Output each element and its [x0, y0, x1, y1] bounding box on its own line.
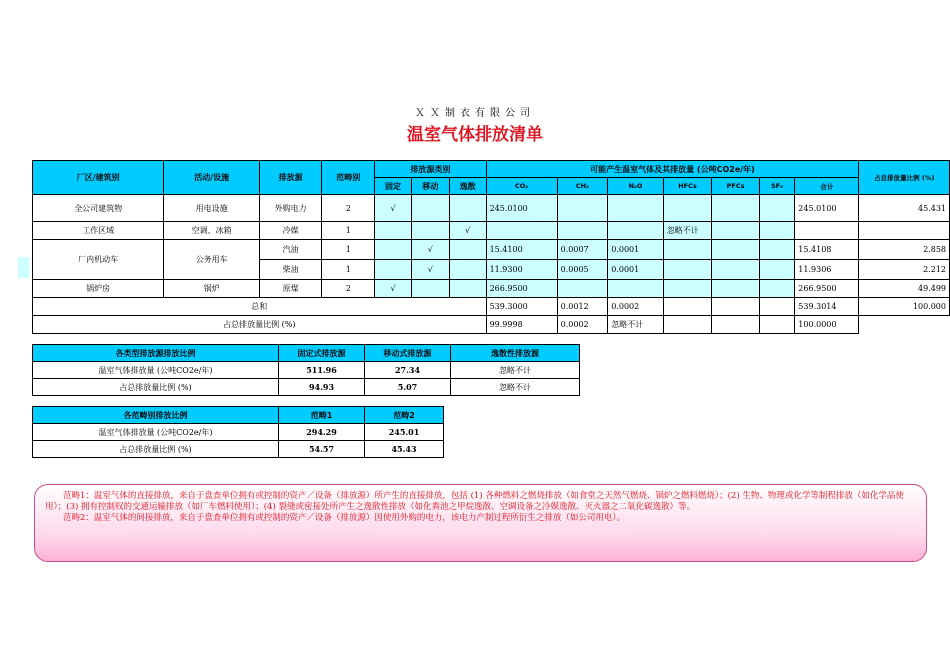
type-header-mobile: 移动式排放源 [365, 345, 451, 362]
share-sf6 [759, 316, 794, 334]
scope-row-label: 温室气体排放量 (公吨CO2e/年) [33, 424, 279, 441]
cell-n2o [608, 222, 663, 240]
scope-row-s2: 245.01 [365, 424, 444, 441]
table-row [33, 362, 580, 379]
scope-row-s2: 45.43 [365, 441, 444, 458]
cell-hfcs [663, 280, 712, 298]
cell-fugitive: √ [449, 222, 486, 240]
table-row [33, 240, 950, 260]
cell-hfcs [663, 195, 712, 222]
cell-n2o [608, 280, 663, 298]
cell-pfcs [712, 195, 760, 222]
type-row-fugitive: 忽略不计 [451, 362, 580, 379]
cell-ratio: 49.499 [859, 280, 950, 298]
type-row-fugitive: 忽略不计 [451, 379, 580, 396]
cell-fugitive [449, 240, 486, 260]
cell-ch4: 0.0005 [557, 260, 608, 280]
sum-sf6 [759, 298, 794, 316]
row-marker [18, 257, 29, 278]
sum-row [33, 298, 950, 316]
type-row-fixed: 511.96 [279, 362, 365, 379]
header-n2o: N₂O [608, 178, 663, 195]
cell-sf6 [759, 280, 794, 298]
table-row [33, 280, 950, 298]
cell-scope: 2 [322, 280, 375, 298]
scope-row-label: 占总排放量比例 (%) [33, 441, 279, 458]
cell-total [795, 222, 859, 240]
cell-ratio [859, 222, 950, 240]
share-n2o: 忽略不计 [608, 316, 663, 334]
cell-sf6 [759, 240, 794, 260]
share-ratio-empty [859, 316, 950, 334]
header-hfcs: HFCs [663, 178, 712, 195]
cell-scope: 1 [322, 240, 375, 260]
type-row-mobile: 5.07 [365, 379, 451, 396]
type-row-label: 温室气体排放量 (公吨CO2e/年) [33, 362, 279, 379]
scope-header-2: 范畴2 [365, 407, 444, 424]
share-co2: 99.9998 [486, 316, 557, 334]
cell-total: 11.9306 [795, 260, 859, 280]
share-total: 100.0000 [795, 316, 859, 334]
cell-co2: 11.9300 [486, 260, 557, 280]
cell-source: 汽油 [259, 240, 321, 260]
header-source-type: 排放源类别 [375, 161, 487, 178]
cell-fixed: √ [375, 195, 412, 222]
sum-ch4: 0.0012 [557, 298, 608, 316]
header-gas-group: 可能产生温室气体及其排放量 (公吨CO2e/年) [486, 161, 859, 178]
note-scope1: 范畴1：温室气体的直接排放，来自于盘查单位拥有或控制的资产／设备（排放源）所产生的直接排放，包括 (1) 各种燃料之燃烧排放（如食堂之天然气燃烧、锅炉之燃料燃烧）；(2) 生物、物理或化学等制程排放（如化学品使用）；(3) 拥有控制权的交通运输排放（如厂车燃料使用）；(4) 裂缝或密接处所产生之逸散性排放（如化粪池之甲烷逸散、空调设备之冷媒逸散、灭火器之二氧化碳逸散）等。 [45, 491, 904, 512]
scope-header-1: 范畴1 [279, 407, 365, 424]
cell-sf6 [759, 222, 794, 240]
share-ch4: 0.0002 [557, 316, 608, 334]
cell-activity: 公务用车 [164, 240, 260, 280]
cell-hfcs: 忽略不计 [663, 222, 712, 240]
page-title: 温室气体排放清单 [407, 125, 543, 145]
type-row-mobile: 27.34 [365, 362, 451, 379]
cell-ch4 [557, 280, 608, 298]
share-row [33, 316, 950, 334]
header-fugitive: 逸散 [449, 178, 486, 195]
cell-pfcs [712, 240, 760, 260]
cell-activity: 用电设施 [164, 195, 260, 222]
cell-sf6 [759, 195, 794, 222]
cell-n2o: 0.0001 [608, 240, 663, 260]
share-hfcs [663, 316, 712, 334]
cell-source: 外购电力 [259, 195, 321, 222]
cell-source: 柴油 [259, 260, 321, 280]
cell-fixed: √ [375, 280, 412, 298]
cell-site: 锅炉房 [33, 280, 164, 298]
cell-fugitive [449, 260, 486, 280]
cell-fugitive [449, 280, 486, 298]
table-row [33, 424, 444, 441]
scope-notes-box [34, 484, 927, 562]
cell-activity: 空调、冰箱 [164, 222, 260, 240]
type-row-fixed: 94.93 [279, 379, 365, 396]
cell-pfcs [712, 260, 760, 280]
cell-activity: 锅炉 [164, 280, 260, 298]
table-row [33, 441, 444, 458]
cell-mobile: √ [411, 240, 449, 260]
cell-mobile [411, 195, 449, 222]
type-header-fixed: 固定式排放源 [279, 345, 365, 362]
cell-source: 冷媒 [259, 222, 321, 240]
header-fixed: 固定 [375, 178, 412, 195]
sum-co2: 539.3000 [486, 298, 557, 316]
header-source: 排放源 [259, 161, 321, 195]
cell-ratio: 45.431 [859, 195, 950, 222]
cell-fixed [375, 260, 412, 280]
cell-site: 厂内机动车 [33, 240, 164, 280]
cell-fixed [375, 240, 412, 260]
cell-mobile [411, 222, 449, 240]
cell-source: 原煤 [259, 280, 321, 298]
company-name: ＸＸ制衣有限公司 [415, 108, 535, 119]
sum-ratio: 100.000 [859, 298, 950, 316]
cell-mobile [411, 280, 449, 298]
cell-co2 [486, 222, 557, 240]
note-scope2: 范畴2：温室气体的间接排放，来自于盘查单位拥有或控制的资产／设备（排放源）因使用外购的电力，该电力产制过程所衍生之排放（如公司用电）。 [63, 513, 626, 523]
cell-sf6 [759, 260, 794, 280]
cell-pfcs [712, 280, 760, 298]
emission-inventory-table [32, 160, 950, 334]
cell-ratio: 2.212 [859, 260, 950, 280]
cell-ch4 [557, 195, 608, 222]
cell-ch4 [557, 222, 608, 240]
sum-pfcs [712, 298, 760, 316]
header-mobile: 移动 [411, 178, 449, 195]
type-header-label: 各类型排放源排放比例 [33, 345, 279, 362]
type-header-fugitive: 逸散性排放源 [451, 345, 580, 362]
cell-ch4: 0.0007 [557, 240, 608, 260]
scope-row-s1: 54.57 [279, 441, 365, 458]
header-activity: 活动/设施 [164, 161, 260, 195]
cell-hfcs [663, 260, 712, 280]
table-row [33, 195, 950, 222]
source-type-table [32, 344, 580, 396]
header-co2: CO₂ [486, 178, 557, 195]
header-ratio: 占总排放量比例 (%) [859, 161, 950, 195]
cell-n2o: 0.0001 [608, 260, 663, 280]
cell-scope: 2 [322, 195, 375, 222]
header-total: 合计 [795, 178, 859, 195]
type-row-label: 占总排放量比例 (%) [33, 379, 279, 396]
sum-n2o: 0.0002 [608, 298, 663, 316]
cell-mobile: √ [411, 260, 449, 280]
cell-total: 245.0100 [795, 195, 859, 222]
cell-co2: 266.9500 [486, 280, 557, 298]
cell-fixed [375, 222, 412, 240]
header-site: 厂区/建筑别 [33, 161, 164, 195]
cell-pfcs [712, 222, 760, 240]
cell-ratio: 2.858 [859, 240, 950, 260]
table-row [33, 379, 580, 396]
header-ch4: CH₄ [557, 178, 608, 195]
cell-co2: 245.0100 [486, 195, 557, 222]
share-pfcs [712, 316, 760, 334]
scope-table [32, 406, 444, 458]
cell-scope: 1 [322, 222, 375, 240]
share-label: 占总排放量比例 (%) [33, 316, 487, 334]
sum-total: 539.3014 [795, 298, 859, 316]
header-sf6: SF₆ [759, 178, 794, 195]
cell-fugitive [449, 195, 486, 222]
scope-row-s1: 294.29 [279, 424, 365, 441]
cell-scope: 1 [322, 260, 375, 280]
cell-total: 15.4108 [795, 240, 859, 260]
sum-hfcs [663, 298, 712, 316]
table-row [33, 222, 950, 240]
cell-site: 工作区域 [33, 222, 164, 240]
scope-header-label: 各范畴别排放比例 [33, 407, 279, 424]
header-scope: 范畴别 [322, 161, 375, 195]
cell-total: 266.9500 [795, 280, 859, 298]
cell-co2: 15.4100 [486, 240, 557, 260]
cell-n2o [608, 195, 663, 222]
cell-site: 全公司建筑物 [33, 195, 164, 222]
cell-hfcs [663, 240, 712, 260]
header-pfcs: PFCs [712, 178, 760, 195]
sum-label: 总和 [33, 298, 487, 316]
